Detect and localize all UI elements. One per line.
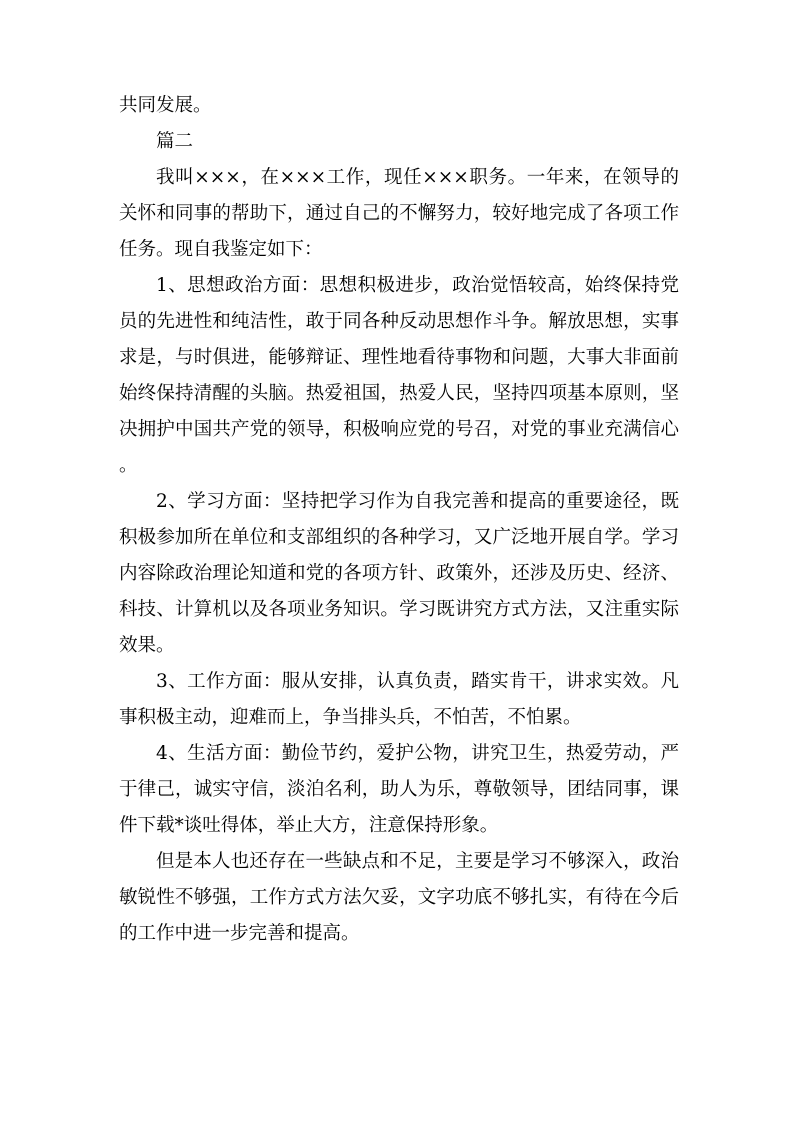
- paragraph-intro: 我叫×××，在×××工作，现任×××职务。一年来，在领导的关怀和同事的帮助下，通过自己的不懈努力，较好地完成了各项工作任务。现自我鉴定如下：: [119, 167, 679, 260]
- paragraph-continuation: 共同发展。: [119, 95, 212, 116]
- document-page: [119, 88, 679, 952]
- section-heading: 篇二: [156, 131, 194, 152]
- paragraph-work: 3、工作方面：服从安排，认真负责，踏实肯干，讲求实效。凡事积极主动，迎难而上，争当排头兵，不怕苦，不怕累。: [119, 671, 679, 728]
- paragraph-life: 4、生活方面：勤俭节约，爱护公物，讲究卫生，热爱劳动，严于律己，诚实守信，淡泊名利，助人为乐，尊敬领导，团结同事，课件下载*谈吐得体，举止大方，注意保持形象。: [119, 743, 679, 836]
- paragraph-study: 2、学习方面：坚持把学习作为自我完善和提高的重要途径，既积极参加所在单位和支部组织的各种学习，又广泛地开展自学。学习内容除政治理论知道和党的各项方针、政策外，还涉及历史、经济、科技、计算机以及各项业务知识。学习既讲究方式方法，又注重实际效果。: [119, 491, 679, 656]
- paragraph-political: 1、思想政治方面：思想积极进步，政治觉悟较高，始终保持党员的先进性和纯洁性，敢于同各种反动思想作斗争。解放思想，实事求是，与时俱进，能够辩证、理性地看待事物和问题，大事大非面前始终保持清醒的头脑。热爱祖国，热爱人民，坚持四项基本原则，坚决拥护中国共产党的领导，积极响应党的号召，对党的事业充满信心。: [119, 275, 679, 476]
- paragraph-shortcomings: 但是本人也还存在一些缺点和不足，主要是学习不够深入，政治敏锐性不够强，工作方式方法欠妥，文字功底不够扎实，有待在今后的工作中进一步完善和提高。: [119, 851, 679, 944]
